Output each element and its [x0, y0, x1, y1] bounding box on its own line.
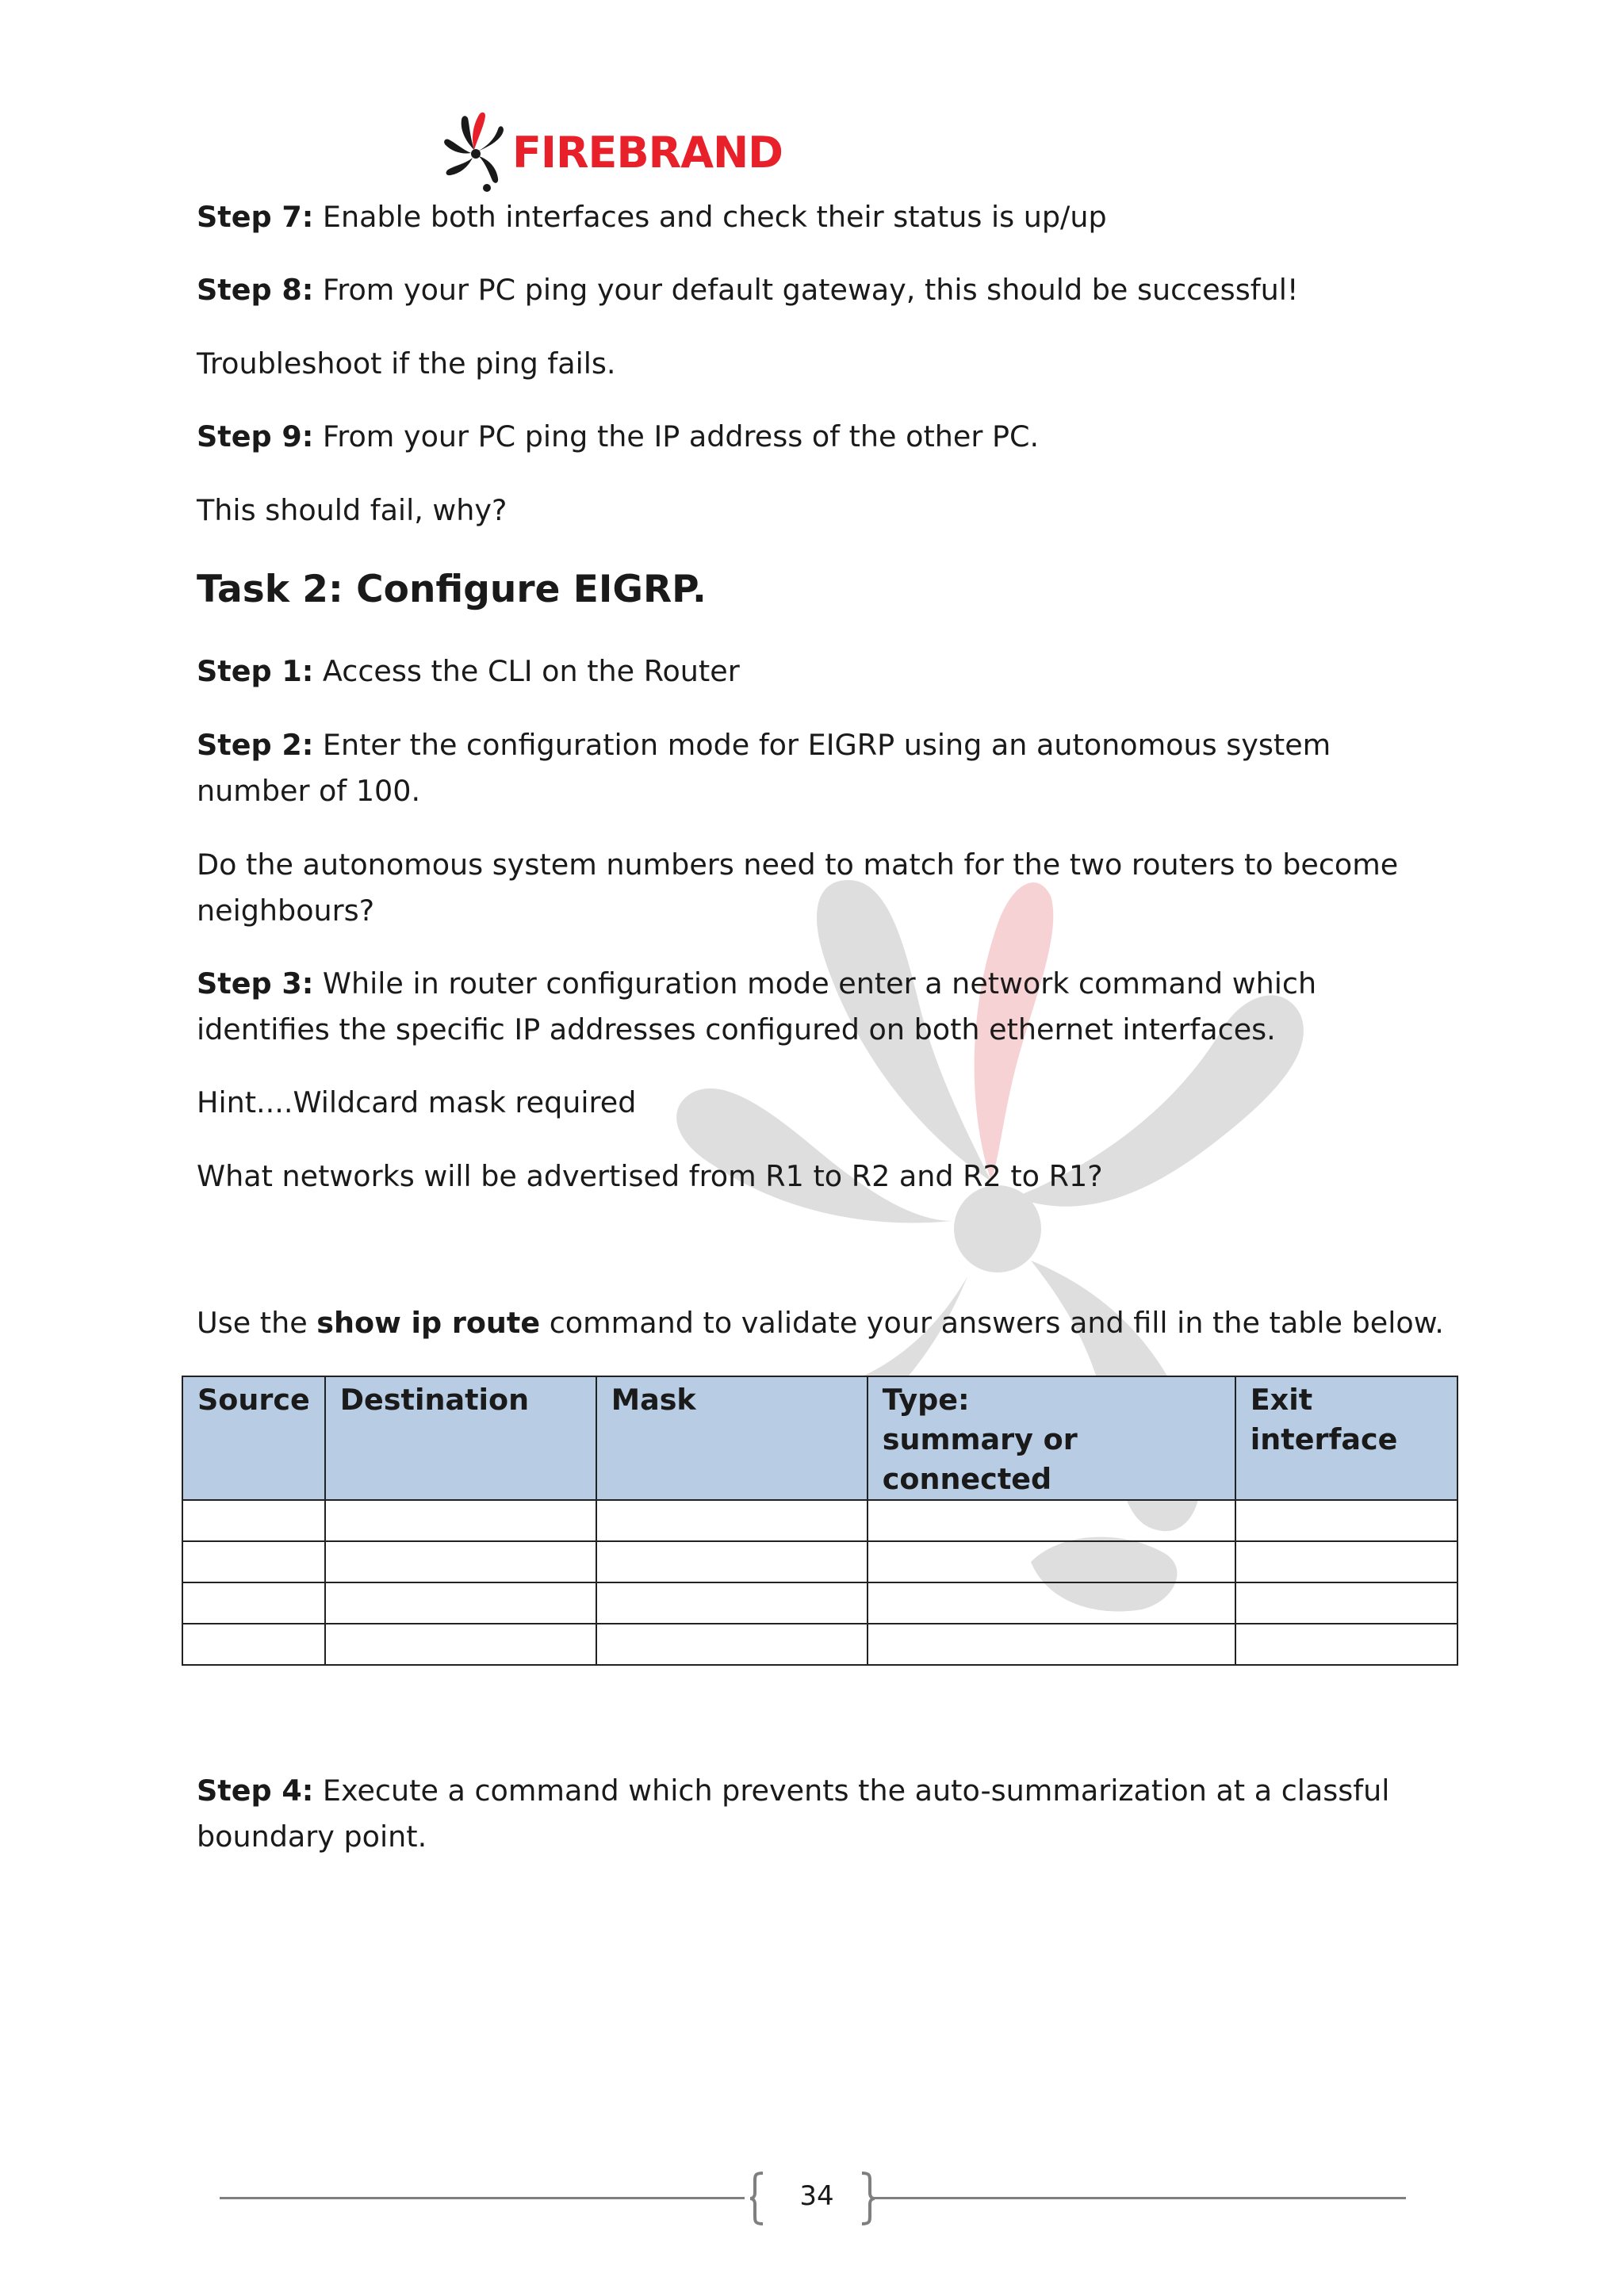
- step-3-text: While in router configuration mode enter a network command which identifies the specific IP addresses configured on both ethernet interfaces.: [197, 966, 1317, 1047]
- table-cell[interactable]: [1235, 1541, 1457, 1582]
- table-cell[interactable]: [325, 1582, 596, 1624]
- table-cell[interactable]: [182, 1500, 325, 1541]
- step-8-label: Step 8:: [197, 273, 314, 307]
- step-7-label: Step 7:: [197, 200, 314, 234]
- table-cell[interactable]: [325, 1541, 596, 1582]
- task-2-heading: Task 2: Configure EIGRP.: [197, 568, 707, 611]
- table-cell[interactable]: [868, 1582, 1235, 1624]
- table-cell[interactable]: [1235, 1582, 1457, 1624]
- step-1: [197, 649, 740, 695]
- step-3-label: Step 3:: [197, 966, 314, 1001]
- table-cell[interactable]: [596, 1624, 868, 1665]
- header-type: [868, 1376, 1235, 1500]
- left-brace-icon: [749, 2171, 766, 2226]
- table-cell[interactable]: [868, 1500, 1235, 1541]
- step-4: [197, 1768, 1434, 1860]
- footer-rule-left: [220, 2197, 745, 2199]
- table-cell[interactable]: [325, 1500, 596, 1541]
- header-type-label: Type:: [882, 1383, 970, 1417]
- step-3: [197, 961, 1434, 1053]
- page-number: 34: [799, 2180, 834, 2212]
- right-brace-icon: [859, 2171, 876, 2226]
- table-cell[interactable]: [596, 1582, 868, 1624]
- step-4-label: Step 4:: [197, 1774, 314, 1808]
- as-number-question: Do the autonomous system numbers need to match for the two routers to become neighbours?: [197, 848, 1399, 928]
- firebrand-swirl-icon: [442, 110, 509, 193]
- table-row: [182, 1500, 1457, 1541]
- table-cell[interactable]: [1235, 1624, 1457, 1665]
- instruction-prefix: Use the: [197, 1306, 317, 1340]
- step-2: [197, 722, 1434, 814]
- hint-text: Hint....Wildcard mask required: [197, 1085, 637, 1119]
- table-row: [182, 1624, 1457, 1665]
- header-type-subheader: summary or connected: [882, 1422, 1078, 1496]
- table-cell[interactable]: [182, 1541, 325, 1582]
- table-row: [182, 1541, 1457, 1582]
- table-cell[interactable]: [596, 1541, 868, 1582]
- step-1-text: Access the CLI on the Router: [313, 654, 740, 688]
- header-source: Source: [182, 1376, 325, 1500]
- table-cell[interactable]: [325, 1624, 596, 1665]
- step-1-label: Step 1:: [197, 654, 314, 688]
- table-row: [182, 1582, 1457, 1624]
- show-ip-route-instruction: [197, 1300, 1444, 1346]
- networks-question: What networks will be advertised from R1 to R2 and R2 to R1?: [197, 1159, 1103, 1193]
- step-4-text: Execute a command which prevents the auto-summarization at a classful boundary point.: [197, 1774, 1390, 1854]
- table-header-row: [182, 1376, 1457, 1500]
- step-9-text: From your PC ping the IP address of the other PC.: [313, 419, 1040, 453]
- header-mask: Mask: [596, 1376, 868, 1500]
- step-8: [197, 267, 1298, 313]
- troubleshoot-note: Troubleshoot if the ping fails.: [197, 346, 616, 381]
- step-9-label: Step 9:: [197, 419, 314, 453]
- step-9: [197, 414, 1039, 460]
- step-8-text: From your PC ping your default gateway, this should be successful!: [313, 273, 1299, 307]
- table-cell[interactable]: [596, 1500, 868, 1541]
- step-2-label: Step 2:: [197, 728, 314, 762]
- footer-rule-right: [875, 2197, 1406, 2199]
- table-cell[interactable]: [868, 1541, 1235, 1582]
- firebrand-wordmark: FIREBRAND: [512, 127, 783, 178]
- step-7-text: Enable both interfaces and check their status is up/up: [313, 200, 1107, 234]
- step-2-text: Enter the configuration mode for EIGRP using an autonomous system number of 100.: [197, 728, 1331, 808]
- header-exit-interface: Exit interface: [1235, 1376, 1457, 1500]
- table-cell[interactable]: [182, 1582, 325, 1624]
- routes-table: [182, 1376, 1458, 1666]
- header-destination: Destination: [325, 1376, 596, 1500]
- show-ip-route-command: show ip route: [316, 1306, 541, 1340]
- instruction-suffix: command to validate your answers and fill in the table below.: [540, 1306, 1444, 1340]
- table-cell[interactable]: [868, 1624, 1235, 1665]
- table-cell[interactable]: [1235, 1500, 1457, 1541]
- firebrand-logo: [442, 108, 783, 195]
- step-7: [197, 194, 1107, 240]
- table-cell[interactable]: [182, 1624, 325, 1665]
- fail-question: This should fail, why?: [197, 493, 508, 527]
